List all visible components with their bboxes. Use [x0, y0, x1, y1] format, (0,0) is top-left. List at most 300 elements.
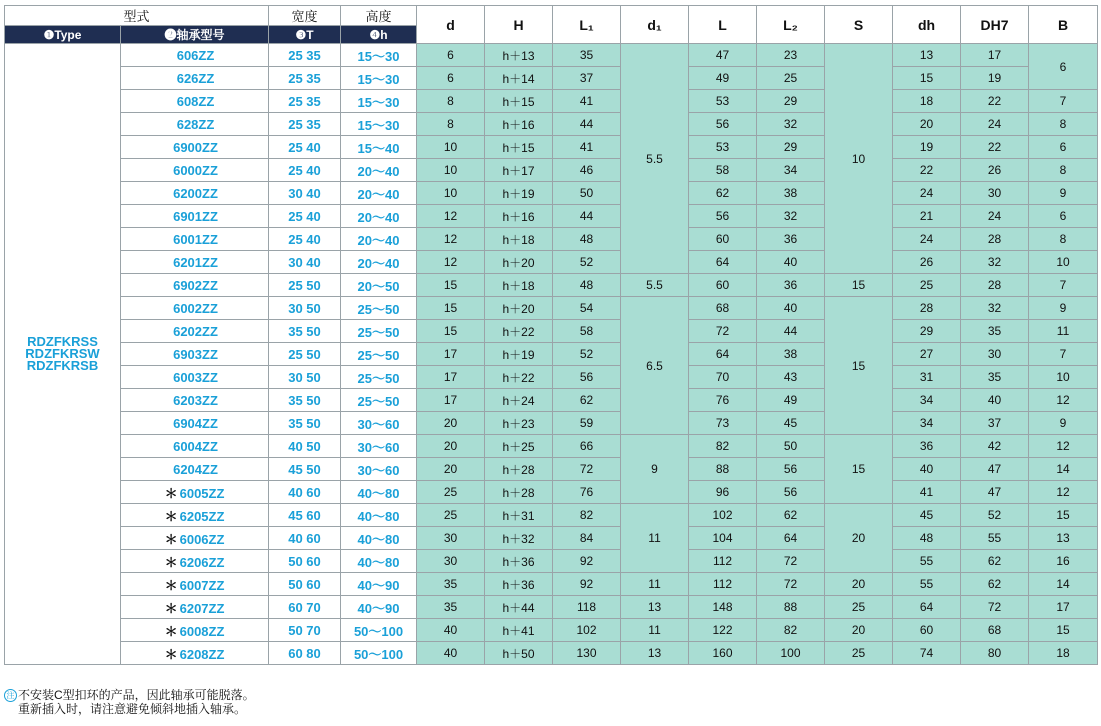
cell-L1: 82 — [553, 504, 621, 527]
cell-H: h＋14 — [485, 67, 553, 90]
cell-S: 20 — [825, 573, 893, 596]
cell-L: 148 — [689, 596, 757, 619]
cell-L: 112 — [689, 573, 757, 596]
cell-dh: 40 — [893, 458, 961, 481]
bearing-model: 6003ZZ — [173, 369, 218, 385]
cell-B: 8 — [1029, 159, 1098, 182]
cell-d: 6 — [417, 67, 485, 90]
bearing-model: 6207ZZ — [179, 600, 225, 616]
cell-B: 9 — [1029, 182, 1098, 205]
col-DH7-header: DH7 — [961, 6, 1029, 44]
cell-L2: 38 — [757, 182, 825, 205]
cell-d1: 6.5 — [621, 297, 689, 435]
cell-DH7: 40 — [961, 389, 1029, 412]
table-row — [5, 251, 1098, 274]
cell-B: 8 — [1029, 113, 1098, 136]
height-cell: 25～50 — [341, 366, 417, 389]
cell-L1: 84 — [553, 527, 621, 550]
width-cell: 35 50 — [269, 389, 341, 412]
cell-L: 53 — [689, 90, 757, 113]
width-cell: 25 40 — [269, 159, 341, 182]
cell-B: 11 — [1029, 320, 1098, 343]
cell-L2: 62 — [757, 504, 825, 527]
cell-L: 56 — [689, 205, 757, 228]
cell-L1: 37 — [553, 67, 621, 90]
table-row — [5, 435, 1098, 458]
height-cell: 15～30 — [341, 44, 417, 67]
cell-L1: 118 — [553, 596, 621, 619]
bearing-model: 6001ZZ — [173, 231, 218, 247]
star-mark: ＊ — [164, 600, 178, 616]
t-subheader: ❸T — [269, 26, 341, 44]
height-cell: 20～50 — [341, 274, 417, 297]
cell-d: 6 — [417, 44, 485, 67]
bearing-model-cell — [121, 205, 269, 228]
cell-H: h＋19 — [485, 182, 553, 205]
star-mark: ＊ — [164, 646, 178, 662]
cell-DH7: 80 — [961, 642, 1029, 665]
width-cell: 35 50 — [269, 320, 341, 343]
cell-L: 60 — [689, 228, 757, 251]
height-cell: 15～30 — [341, 67, 417, 90]
cell-dh: 48 — [893, 527, 961, 550]
cell-L1: 48 — [553, 228, 621, 251]
width-cell: 50 60 — [269, 550, 341, 573]
cell-B: 9 — [1029, 297, 1098, 320]
bearing-model-cell — [121, 527, 269, 550]
cell-B: 7 — [1029, 274, 1098, 297]
cell-L1: 41 — [553, 90, 621, 113]
bearing-subheader: ❷轴承型号 — [121, 26, 269, 44]
cell-L2: 32 — [757, 113, 825, 136]
cell-L2: 34 — [757, 159, 825, 182]
cell-DH7: 24 — [961, 205, 1029, 228]
cell-d: 17 — [417, 389, 485, 412]
height-cell: 25～50 — [341, 343, 417, 366]
table-row — [5, 205, 1098, 228]
col-B-header: B — [1029, 6, 1098, 44]
height-cell: 40～80 — [341, 504, 417, 527]
cell-d: 10 — [417, 182, 485, 205]
height-cell: 40～80 — [341, 550, 417, 573]
cell-DH7: 30 — [961, 343, 1029, 366]
star-mark: ＊ — [164, 485, 178, 501]
bearing-model-cell — [121, 228, 269, 251]
bearing-model: 6201ZZ — [173, 254, 218, 270]
height-cell: 40～80 — [341, 481, 417, 504]
cell-d: 35 — [417, 573, 485, 596]
cell-d: 12 — [417, 251, 485, 274]
cell-DH7: 47 — [961, 458, 1029, 481]
bearing-model: 6203ZZ — [173, 392, 218, 408]
bearing-model: 6204ZZ — [173, 461, 218, 477]
cell-B: 8 — [1029, 228, 1098, 251]
table-row — [5, 596, 1098, 619]
cell-d1: 11 — [621, 573, 689, 596]
cell-dh: 13 — [893, 44, 961, 67]
bearing-model: 6002ZZ — [173, 300, 218, 316]
bearing-model-cell — [121, 366, 269, 389]
cell-dh: 20 — [893, 113, 961, 136]
star-mark: ＊ — [164, 623, 178, 639]
cell-dh: 25 — [893, 274, 961, 297]
cell-H: h＋22 — [485, 366, 553, 389]
cell-L2: 64 — [757, 527, 825, 550]
cell-H: h＋15 — [485, 136, 553, 159]
cell-B: 7 — [1029, 90, 1098, 113]
cell-L: 72 — [689, 320, 757, 343]
height-cell: 40～90 — [341, 573, 417, 596]
cell-H: h＋41 — [485, 619, 553, 642]
cell-L1: 56 — [553, 366, 621, 389]
type-name: RDZFKRSB — [26, 358, 99, 373]
col-L1-header: L₁ — [553, 6, 621, 44]
table-row — [5, 366, 1098, 389]
cell-DH7: 68 — [961, 619, 1029, 642]
width-cell: 45 60 — [269, 504, 341, 527]
bearing-model-cell — [121, 504, 269, 527]
cell-DH7: 30 — [961, 182, 1029, 205]
cell-L: 88 — [689, 458, 757, 481]
cell-S: 15 — [825, 435, 893, 504]
cell-d: 8 — [417, 113, 485, 136]
cell-L: 82 — [689, 435, 757, 458]
cell-DH7: 17 — [961, 44, 1029, 67]
col-dh-header: dh — [893, 6, 961, 44]
cell-S: 20 — [825, 504, 893, 573]
height-cell: 20～40 — [341, 228, 417, 251]
cell-H: h＋20 — [485, 251, 553, 274]
cell-B: 12 — [1029, 435, 1098, 458]
bearing-model-cell — [121, 642, 269, 665]
cell-d: 25 — [417, 481, 485, 504]
cell-d1: 13 — [621, 642, 689, 665]
spec-table-body — [5, 44, 1098, 665]
cell-dh: 19 — [893, 136, 961, 159]
cell-d: 30 — [417, 527, 485, 550]
height-cell: 15～40 — [341, 136, 417, 159]
type-name: RDZFKRSS — [27, 334, 98, 349]
bearing-model-cell — [121, 389, 269, 412]
bearing-model: 6006ZZ — [179, 531, 225, 547]
width-cell: 25 35 — [269, 90, 341, 113]
width-cell: 45 50 — [269, 458, 341, 481]
cell-H: h＋50 — [485, 642, 553, 665]
star-mark: ＊ — [164, 531, 178, 547]
height-cell: 30～60 — [341, 435, 417, 458]
cell-L: 60 — [689, 274, 757, 297]
cell-d: 20 — [417, 435, 485, 458]
bearing-model-cell — [121, 159, 269, 182]
cell-L1: 72 — [553, 458, 621, 481]
table-row — [5, 136, 1098, 159]
cell-B: 10 — [1029, 366, 1098, 389]
table-row — [5, 297, 1098, 320]
bearing-model: 6902ZZ — [173, 277, 218, 293]
height-cell: 30～60 — [341, 458, 417, 481]
bearing-model: 6900ZZ — [173, 139, 218, 155]
bearing-model-cell — [121, 320, 269, 343]
cell-H: h＋20 — [485, 297, 553, 320]
height-cell: 15～30 — [341, 90, 417, 113]
table-row — [5, 573, 1098, 596]
cell-dh: 34 — [893, 389, 961, 412]
bearing-model-cell — [121, 251, 269, 274]
cell-DH7: 42 — [961, 435, 1029, 458]
cell-d1: 5.5 — [621, 44, 689, 274]
width-cell: 25 35 — [269, 44, 341, 67]
cell-B: 14 — [1029, 458, 1098, 481]
cell-H: h＋22 — [485, 320, 553, 343]
cell-H: h＋18 — [485, 274, 553, 297]
bearing-model: 6208ZZ — [179, 646, 225, 662]
cell-DH7: 22 — [961, 90, 1029, 113]
notes — [4, 688, 255, 716]
cell-L2: 38 — [757, 343, 825, 366]
cell-DH7: 35 — [961, 366, 1029, 389]
cell-L2: 100 — [757, 642, 825, 665]
bearing-model: 6200ZZ — [173, 185, 218, 201]
star-mark: ＊ — [164, 508, 178, 524]
cell-L2: 36 — [757, 228, 825, 251]
cell-dh: 21 — [893, 205, 961, 228]
cell-L2: 36 — [757, 274, 825, 297]
cell-d: 12 — [417, 228, 485, 251]
width-cell: 40 50 — [269, 435, 341, 458]
cell-d: 17 — [417, 366, 485, 389]
cell-dh: 28 — [893, 297, 961, 320]
cell-d1: 11 — [621, 504, 689, 573]
cell-d: 40 — [417, 642, 485, 665]
bearing-model: 606ZZ — [176, 47, 215, 63]
cell-H: h＋44 — [485, 596, 553, 619]
cell-L1: 35 — [553, 44, 621, 67]
cell-L2: 82 — [757, 619, 825, 642]
cell-d1: 5.5 — [621, 274, 689, 297]
height-cell: 50～100 — [341, 619, 417, 642]
cell-DH7: 37 — [961, 412, 1029, 435]
cell-DH7: 47 — [961, 481, 1029, 504]
bearing-model: 628ZZ — [176, 116, 215, 132]
cell-dh: 64 — [893, 596, 961, 619]
type-cell — [5, 44, 121, 665]
table-row — [5, 228, 1098, 251]
cell-d: 20 — [417, 412, 485, 435]
cell-H: h＋16 — [485, 113, 553, 136]
cell-L: 104 — [689, 527, 757, 550]
cell-L: 96 — [689, 481, 757, 504]
cell-H: h＋23 — [485, 412, 553, 435]
note-text-1: 不安装C型扣环的产品，因此轴承可能脱落。 — [18, 688, 255, 702]
cell-L2: 32 — [757, 205, 825, 228]
cell-dh: 55 — [893, 573, 961, 596]
width-cell: 25 40 — [269, 228, 341, 251]
table-row — [5, 389, 1098, 412]
width-cell: 25 50 — [269, 274, 341, 297]
cell-L: 56 — [689, 113, 757, 136]
cell-dh: 34 — [893, 412, 961, 435]
width-cell: 40 60 — [269, 481, 341, 504]
height-cell: 30～60 — [341, 412, 417, 435]
cell-L2: 44 — [757, 320, 825, 343]
col-L-header: L — [689, 6, 757, 44]
width-cell: 25 40 — [269, 205, 341, 228]
bearing-model-cell — [121, 90, 269, 113]
cell-L: 47 — [689, 44, 757, 67]
cell-H: h＋28 — [485, 458, 553, 481]
cell-dh: 27 — [893, 343, 961, 366]
cell-L1: 59 — [553, 412, 621, 435]
cell-DH7: 55 — [961, 527, 1029, 550]
table-row — [5, 182, 1098, 205]
height-cell: 20～40 — [341, 182, 417, 205]
cell-H: h＋24 — [485, 389, 553, 412]
width-cell: 30 50 — [269, 297, 341, 320]
bearing-model-cell — [121, 412, 269, 435]
height-cell: 25～50 — [341, 297, 417, 320]
cell-L: 70 — [689, 366, 757, 389]
cell-S: 25 — [825, 596, 893, 619]
width-cell: 35 50 — [269, 412, 341, 435]
cell-L1: 102 — [553, 619, 621, 642]
bearing-model-cell — [121, 297, 269, 320]
width-cell: 25 50 — [269, 343, 341, 366]
height-cell: 15～30 — [341, 113, 417, 136]
cell-H: h＋15 — [485, 90, 553, 113]
bearing-model: 6205ZZ — [179, 508, 225, 524]
table-row — [5, 550, 1098, 573]
cell-d: 35 — [417, 596, 485, 619]
bearing-model-cell — [121, 113, 269, 136]
cell-B: 6 — [1029, 205, 1098, 228]
cell-d: 25 — [417, 504, 485, 527]
cell-dh: 18 — [893, 90, 961, 113]
type-name: RDZFKRSW — [25, 346, 100, 361]
star-mark: ＊ — [164, 554, 178, 570]
table-row — [5, 67, 1098, 90]
cell-L1: 48 — [553, 274, 621, 297]
cell-L1: 58 — [553, 320, 621, 343]
cell-S: 25 — [825, 642, 893, 665]
cell-dh: 24 — [893, 228, 961, 251]
table-row — [5, 412, 1098, 435]
cell-L1: 52 — [553, 251, 621, 274]
bearing-model: 6004ZZ — [173, 438, 218, 454]
cell-S: 20 — [825, 619, 893, 642]
cell-H: h＋28 — [485, 481, 553, 504]
bearing-model: 6008ZZ — [179, 623, 225, 639]
cell-H: h＋17 — [485, 159, 553, 182]
cell-L1: 54 — [553, 297, 621, 320]
cell-S: 15 — [825, 274, 893, 297]
cell-dh: 24 — [893, 182, 961, 205]
table-row — [5, 458, 1098, 481]
table-row — [5, 504, 1098, 527]
bearing-model-cell — [121, 343, 269, 366]
width-cell: 50 70 — [269, 619, 341, 642]
bearing-model: 6904ZZ — [173, 415, 218, 431]
cell-H: h＋25 — [485, 435, 553, 458]
cell-L1: 92 — [553, 573, 621, 596]
type-subheader: ❶Type — [5, 26, 121, 44]
cell-B: 10 — [1029, 251, 1098, 274]
col-L2-header: L₂ — [757, 6, 825, 44]
cell-B: 15 — [1029, 619, 1098, 642]
bearing-model-cell — [121, 550, 269, 573]
h-subheader: ❹h — [341, 26, 417, 44]
cell-dh: 31 — [893, 366, 961, 389]
bearing-model: 6202ZZ — [173, 323, 218, 339]
cell-d1: 11 — [621, 619, 689, 642]
height-header: 高度 — [341, 6, 417, 26]
height-cell: 40～90 — [341, 596, 417, 619]
bearing-model-cell — [121, 435, 269, 458]
note-line-2: 重新插入时，请注意避免倾斜地插入轴承。 — [18, 702, 247, 717]
cell-H: h＋36 — [485, 550, 553, 573]
cell-B: 12 — [1029, 481, 1098, 504]
cell-d: 15 — [417, 274, 485, 297]
cell-dh: 22 — [893, 159, 961, 182]
cell-dh: 55 — [893, 550, 961, 573]
cell-B: 12 — [1029, 389, 1098, 412]
width-cell: 25 40 — [269, 136, 341, 159]
table-row — [5, 481, 1098, 504]
table-row — [5, 90, 1098, 113]
bearing-spec-table — [4, 5, 1098, 665]
cell-DH7: 22 — [961, 136, 1029, 159]
bearing-model: 6903ZZ — [173, 346, 218, 362]
cell-d: 12 — [417, 205, 485, 228]
cell-dh: 15 — [893, 67, 961, 90]
cell-L1: 92 — [553, 550, 621, 573]
cell-dh: 29 — [893, 320, 961, 343]
cell-L2: 43 — [757, 366, 825, 389]
cell-L1: 50 — [553, 182, 621, 205]
cell-dh: 45 — [893, 504, 961, 527]
cell-L1: 62 — [553, 389, 621, 412]
height-cell: 40～80 — [341, 527, 417, 550]
bearing-model-cell — [121, 481, 269, 504]
bearing-model-cell — [121, 619, 269, 642]
table-row — [5, 619, 1098, 642]
cell-L: 102 — [689, 504, 757, 527]
cell-DH7: 24 — [961, 113, 1029, 136]
bearing-model-cell — [121, 67, 269, 90]
table-row — [5, 527, 1098, 550]
cell-H: h＋31 — [485, 504, 553, 527]
bearing-model-cell — [121, 182, 269, 205]
cell-L: 112 — [689, 550, 757, 573]
width-cell: 60 70 — [269, 596, 341, 619]
note-line-1 — [4, 688, 255, 702]
bearing-model-cell — [121, 458, 269, 481]
cell-L2: 56 — [757, 458, 825, 481]
cell-B: 14 — [1029, 573, 1098, 596]
width-cell: 60 80 — [269, 642, 341, 665]
cell-DH7: 26 — [961, 159, 1029, 182]
table-row — [5, 343, 1098, 366]
cell-L: 64 — [689, 251, 757, 274]
cell-L2: 72 — [757, 550, 825, 573]
col-H-header: H — [485, 6, 553, 44]
bearing-model: 6005ZZ — [179, 485, 225, 501]
bearing-model: 6007ZZ — [179, 577, 225, 593]
bearing-model-cell — [121, 596, 269, 619]
height-cell: 20～40 — [341, 251, 417, 274]
width-cell: 25 35 — [269, 113, 341, 136]
width-cell: 30 40 — [269, 251, 341, 274]
height-cell: 25～50 — [341, 320, 417, 343]
